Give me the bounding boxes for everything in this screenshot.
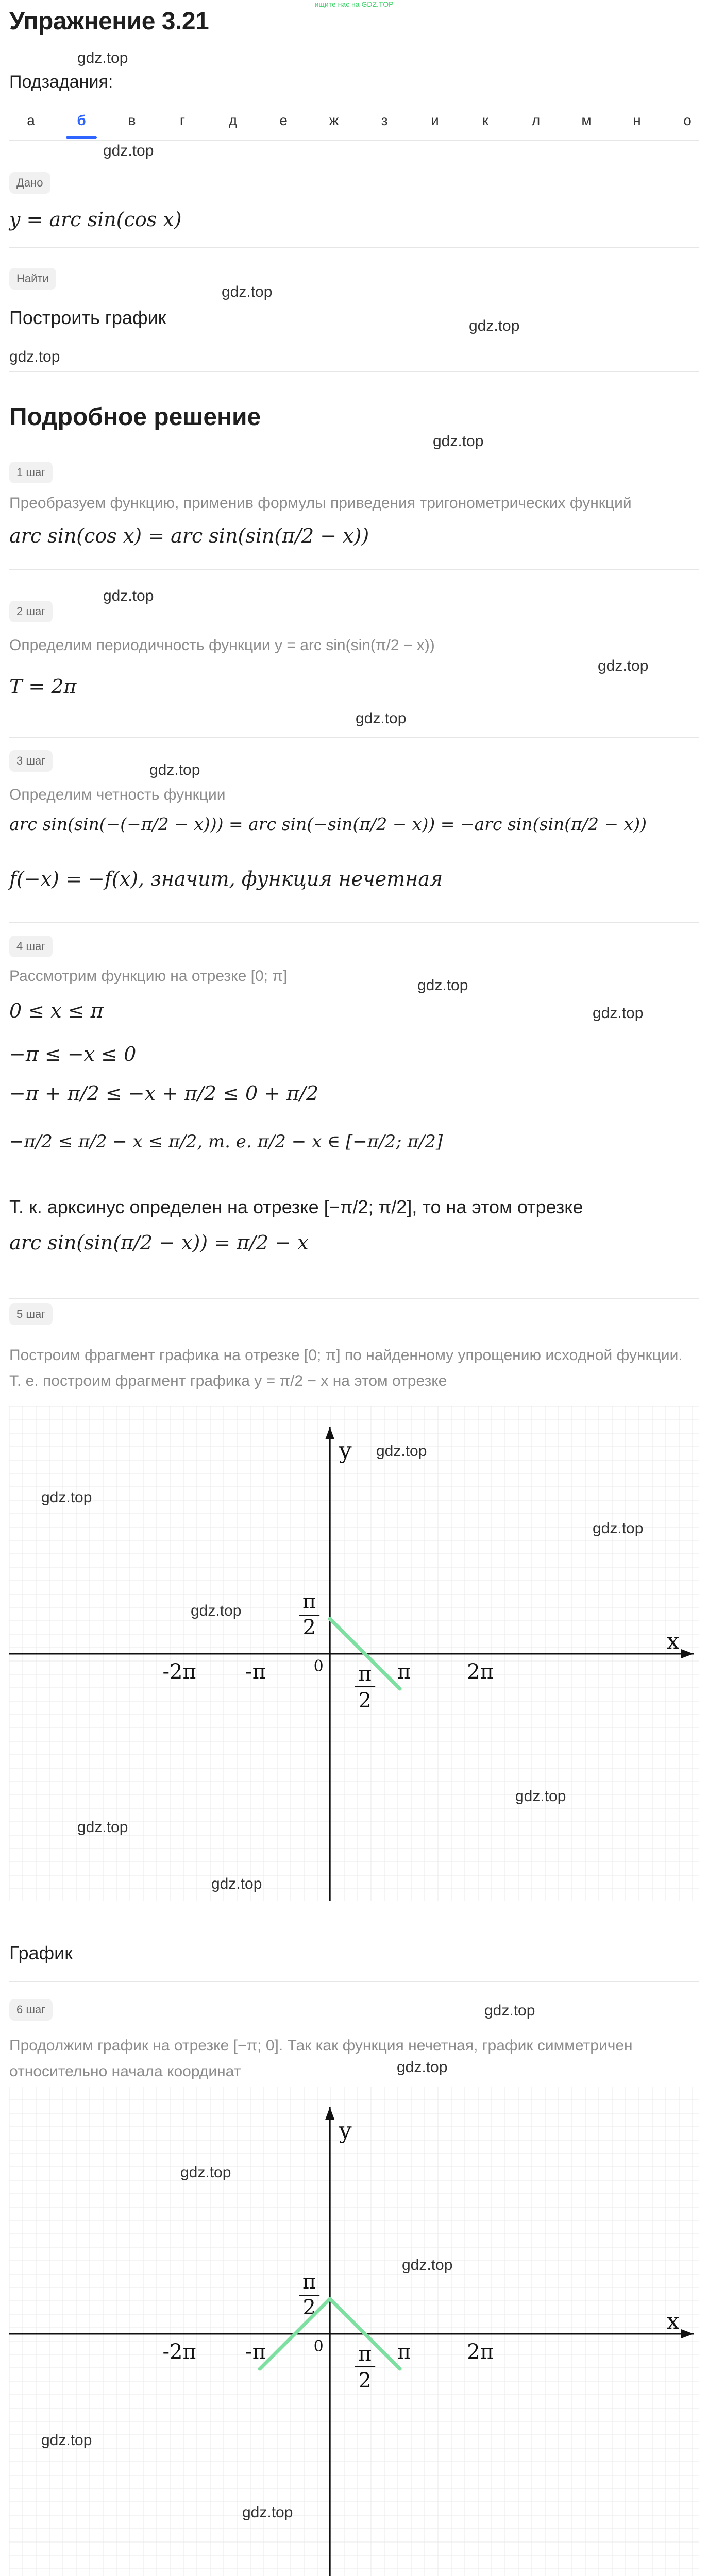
step-3-text: Определим четность функции [9, 786, 226, 803]
x-tick-2pi: 2π [467, 1660, 494, 1684]
watermark: gdz.top [149, 761, 200, 778]
tab-n[interactable]: н [633, 112, 641, 128]
top-link[interactable]: ищите нас на GDZ.TOP [314, 0, 394, 8]
step-1-text: Преобразуем функцию, применив формулы приведения тригонометрических функций [9, 495, 632, 512]
divider [9, 140, 699, 141]
origin-label: 0 [313, 1657, 324, 1675]
watermark: gdz.top [9, 348, 60, 365]
watermark: gdz.top [417, 977, 468, 994]
watermark: gdz.top [356, 710, 407, 727]
tab-o[interactable]: о [683, 112, 692, 128]
tab-v[interactable]: в [128, 112, 136, 128]
tab-i[interactable]: и [431, 112, 439, 128]
divider [9, 371, 699, 372]
subtask-tabs [0, 108, 708, 139]
tab-g[interactable]: г [179, 112, 186, 128]
watermark: gdz.top [433, 433, 484, 450]
tab-z[interactable]: з [381, 112, 388, 128]
tab-m[interactable]: м [581, 112, 592, 128]
x-tick-minus-2pi: -2π [162, 2340, 196, 2364]
watermark: gdz.top [598, 657, 649, 674]
x-tick-2pi: 2π [467, 2340, 494, 2364]
step-4-line-4: −π/2 ≤ π/2 − x ≤ π/2, т. е. π/2 − x ∈ [−π/2; π/2] [9, 1131, 443, 1152]
graph-caption: График [9, 1942, 73, 1963]
divider [9, 1298, 699, 1299]
tab-d[interactable]: д [228, 112, 238, 128]
tab-a[interactable]: а [27, 112, 35, 128]
watermark: gdz.top [41, 2432, 92, 2449]
x-tick-minus-2pi: -2π [162, 1660, 196, 1684]
tab-b[interactable]: б [77, 112, 86, 128]
tab-l[interactable]: л [531, 112, 541, 128]
watermark: gdz.top [242, 2504, 293, 2521]
tab-e[interactable]: е [279, 112, 288, 128]
x-tick-pi: π [397, 2340, 411, 2364]
watermark: gdz.top [469, 317, 520, 334]
find-text: Построить график [9, 307, 166, 328]
step-4-line-3: −π + π/2 ≤ −x + π/2 ≤ 0 + π/2 [9, 1082, 319, 1105]
y-axis-label: y [339, 2117, 352, 2144]
x-axis-arrow [681, 1649, 694, 1658]
watermark: gdz.top [484, 2002, 535, 2019]
y-tick-pi-den: 2 [302, 1616, 316, 1639]
x-axis-label: x [666, 1628, 680, 1654]
step-4-line-5: Т. к. арксинус определен на отрезке [−π/2; π/2], то на этом отрезке [9, 1196, 583, 1217]
page-title: Упражнение 3.21 [9, 8, 209, 35]
watermark: gdz.top [103, 587, 154, 604]
y-tick-pi-num: π [302, 2270, 316, 2294]
watermark: gdz.top [77, 1819, 128, 1836]
x-tick-pi-num: π [358, 1662, 372, 1686]
step-1-formula: arc sin(cos x) = arc sin(sin(π/2 − x)) [9, 524, 369, 547]
active-tab-indicator [66, 136, 97, 139]
watermark: gdz.top [515, 1788, 566, 1805]
y-axis-label: y [339, 1437, 352, 1464]
step-5-label: 5 шаг [9, 1303, 53, 1325]
watermark: gdz.top [180, 2164, 231, 2181]
step-4-line-6: arc sin(sin(π/2 − x)) = π/2 − x [9, 1231, 309, 1254]
tab-k[interactable]: к [482, 112, 489, 128]
watermark: gdz.top [211, 1875, 262, 1892]
step-5-text: Построим фрагмент графика на отрезке [0; π] по найденному упрощению исходной функции. Т. е. построим фрагмент графика y = π/2 − x на этом отрезке [9, 1347, 683, 1389]
given-label: Дано [9, 172, 50, 194]
x-tick-minus-pi: -π [245, 2340, 266, 2364]
graph-step-6 [9, 2087, 699, 2576]
x-tick-pi-den: 2 [358, 2369, 372, 2393]
divider [9, 247, 699, 248]
watermark: gdz.top [593, 1520, 644, 1537]
x-tick-pi: π [397, 1660, 411, 1684]
step-3-label: 3 шаг [9, 750, 53, 772]
divider [9, 569, 699, 570]
step-2-formula: T = 2π [9, 675, 77, 698]
watermark: gdz.top [376, 1443, 427, 1460]
x-tick-pi-num: π [358, 2342, 372, 2366]
y-tick-pi-num: π [302, 1590, 316, 1614]
x-axis-label: x [666, 2308, 680, 2334]
step-3-formula: arc sin(sin(−(−π/2 − x))) = arc sin(−sin(π/2 − x)) = −arc sin(sin(π/2 − x)) [9, 814, 647, 834]
watermark: gdz.top [191, 1602, 242, 1619]
step-6-label: 6 шаг [9, 1999, 53, 2021]
subtasks-label: Подзадания: [9, 72, 113, 92]
step-1-label: 1 шаг [9, 462, 53, 483]
divider [9, 922, 699, 923]
watermark: gdz.top [103, 142, 154, 159]
given-formula: y = arc sin(cos x) [9, 208, 182, 231]
step-2-text: Определим периодичность функции y = arc sin(sin(π/2 − x)) [9, 637, 435, 654]
step-6-text: Продолжим график на отрезке [−π; 0]. Так как функция нечетная, график симметричен относительно начала координат [9, 2037, 633, 2080]
x-axis-arrow [681, 2329, 694, 2338]
step-4-line-2: −π ≤ −x ≤ 0 [9, 1043, 137, 1065]
step-3-formula-2: f(−x) = −f(x), значит, функция нечетная [9, 868, 443, 890]
find-label: Найти [9, 268, 56, 290]
step-4-line-1: 0 ≤ x ≤ π [9, 999, 104, 1022]
watermark: gdz.top [397, 2059, 448, 2076]
watermark: gdz.top [77, 49, 128, 66]
watermark: gdz.top [593, 1005, 644, 1022]
y-tick-pi-den: 2 [302, 2296, 316, 2319]
step-4-text: Рассмотрим функцию на отрезке [0; π] [9, 968, 288, 985]
divider [9, 737, 699, 738]
watermark: gdz.top [41, 1489, 92, 1506]
tab-zh[interactable]: ж [329, 112, 339, 128]
x-tick-pi-den: 2 [358, 1689, 372, 1713]
watermark: gdz.top [222, 283, 273, 300]
step-4-label: 4 шаг [9, 936, 53, 957]
divider [9, 1981, 699, 1982]
solution-title: Подробное решение [9, 403, 261, 431]
x-tick-minus-pi: -π [245, 1660, 266, 1684]
watermark: gdz.top [402, 2257, 453, 2274]
step-2-label: 2 шаг [9, 601, 53, 622]
origin-label: 0 [313, 2337, 324, 2355]
